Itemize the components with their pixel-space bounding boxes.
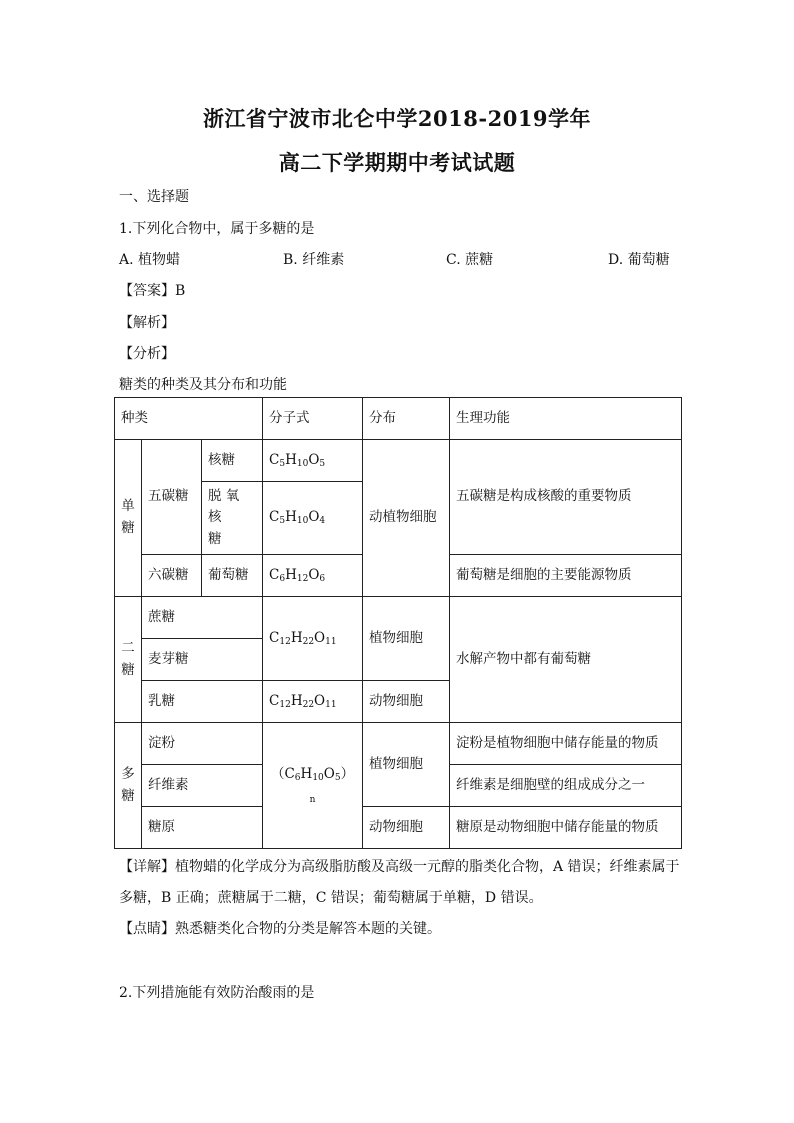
cell-di-animal: 动物细胞 xyxy=(363,681,450,723)
cell-ribose: 核糖 xyxy=(202,440,263,482)
formula-polysaccharide: $(C_6H_{10}O_5)_n$ xyxy=(263,723,363,849)
cell-di-function: 水解产物中都有葡萄糖 xyxy=(450,597,682,723)
group-monosaccharide: 单 糖 xyxy=(115,440,142,597)
answer-tag: 【答案】 xyxy=(119,283,175,299)
cell-starch: 淀粉 xyxy=(142,723,263,765)
detail-text-1: 植物蜡的化学成分为高级脂肪酸及高级一元醇的脂类化合物，A 错误；纤维素属于 xyxy=(175,859,680,875)
answer-line xyxy=(119,280,185,300)
formula-deoxyribose: $C_5H_{10}O_4$ xyxy=(263,482,363,555)
cell-di-plant: 植物细胞 xyxy=(363,597,450,681)
group-disaccharide: 二 糖 xyxy=(115,597,142,723)
header-formula: 分子式 xyxy=(263,398,363,440)
question-2-stem: 2.下列措施能有效防治酸雨的是 xyxy=(119,985,315,1001)
cell-cellulose-function: 纤维素是细胞壁的组成成分之一 xyxy=(450,765,682,807)
formula-ribose: $C_5H_{10}O_5$ xyxy=(263,440,363,482)
cell-glycogen-function: 糖原是动物细胞中储存能量的物质 xyxy=(450,807,682,849)
table-row xyxy=(115,723,682,765)
formula-glucose: $C_6H_{12}O_6$ xyxy=(263,555,363,597)
answer-value: B xyxy=(175,283,186,299)
table-row xyxy=(115,440,682,482)
option-a: A. 植物蜡 xyxy=(119,252,181,268)
cell-cellulose: 纤维素 xyxy=(142,765,263,807)
cell-mono-distribution: 动植物细胞 xyxy=(363,440,450,597)
cell-maltose: 麦芽糖 xyxy=(142,639,263,681)
cell-five-carbon: 五碳糖 xyxy=(142,440,202,555)
tip-line xyxy=(119,918,441,938)
cell-poly-animal: 动物细胞 xyxy=(363,807,450,849)
group-polysaccharide: 多 糖 xyxy=(115,723,142,849)
tip-tag: 【点睛】 xyxy=(119,921,175,937)
detail-tag: 【详解】 xyxy=(119,859,175,875)
analysis-tag: 【解析】 xyxy=(119,315,175,331)
formula-lactose: $C_{12}H_{22}O_{11}$ xyxy=(263,681,363,723)
cell-sucrose: 蔗糖 xyxy=(142,597,263,639)
question-1-stem: 1.下列化合物中，属于多糖的是 xyxy=(119,221,315,237)
detail-line-2: 多糖，B 正确；蔗糖属于二糖，C 错误；葡萄糖属于单糖，D 错误。 xyxy=(119,890,543,906)
cell-six-carbon: 六碳糖 xyxy=(142,555,202,597)
document-title-line1: 浙江省宁波市北仑中学2018-2019学年 xyxy=(202,106,592,131)
header-distribution: 分布 xyxy=(363,398,450,440)
cell-deoxyribose: 脱 氧 核 糖 xyxy=(202,482,263,555)
cell-glucose: 葡萄糖 xyxy=(202,555,263,597)
table-header-row xyxy=(115,398,682,440)
section-heading: 一、选择题 xyxy=(119,189,189,205)
table-row xyxy=(115,807,682,849)
option-c: C. 蔗糖 xyxy=(446,252,494,268)
option-b: B. 纤维素 xyxy=(283,252,345,268)
formula-sucrose-maltose: $C_{12}H_{22}O_{11}$ xyxy=(263,597,363,681)
cell-glycogen: 糖原 xyxy=(142,807,263,849)
header-function: 生理功能 xyxy=(450,398,682,440)
cell-five-carbon-function: 五碳糖是构成核酸的重要物质 xyxy=(450,440,682,555)
header-kind: 种类 xyxy=(115,398,263,440)
cell-poly-plant: 植物细胞 xyxy=(363,723,450,807)
sugar-classification-table xyxy=(114,397,682,849)
table-caption: 糖类的种类及其分布和功能 xyxy=(119,377,287,393)
document-title-line2: 高二下学期期中考试试题 xyxy=(278,150,516,175)
detail-line-1 xyxy=(119,856,680,876)
cell-lactose: 乳糖 xyxy=(142,681,263,723)
cell-starch-function: 淀粉是植物细胞中储存能量的物质 xyxy=(450,723,682,765)
cell-glucose-function: 葡萄糖是细胞的主要能源物质 xyxy=(450,555,682,597)
option-d: D. 葡萄糖 xyxy=(608,252,670,268)
tip-text: 熟悉糖类化合物的分类是解答本题的关键。 xyxy=(175,921,441,937)
breakdown-tag: 【分析】 xyxy=(119,346,175,362)
table-row xyxy=(115,597,682,639)
